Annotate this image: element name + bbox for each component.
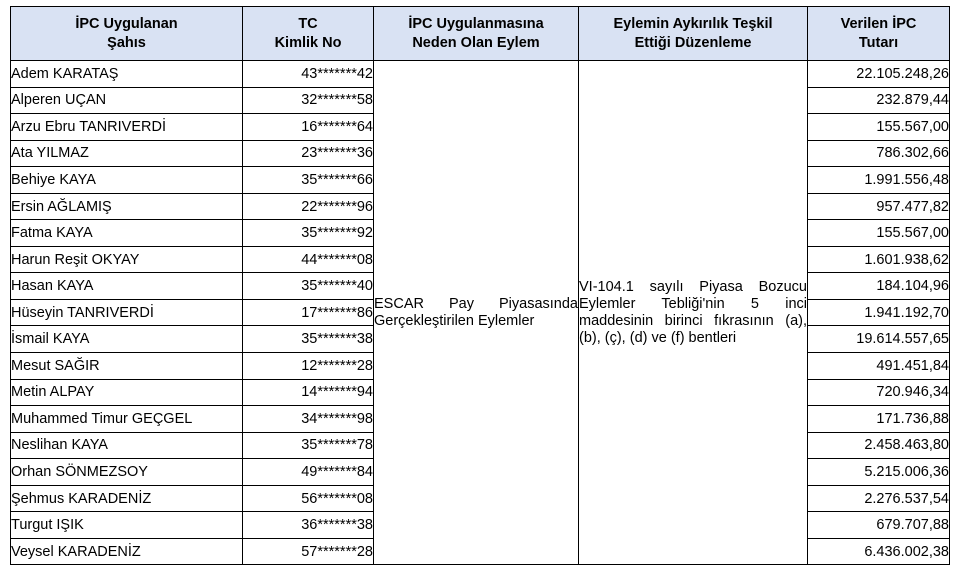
ipc-amount: 786.302,66 [808,140,950,167]
ipc-amount: 6.436.002,38 [808,538,950,565]
person-name: İsmail KAYA [11,326,243,353]
tc-number: 34*******98 [243,406,374,433]
tc-number: 23*******36 [243,140,374,167]
person-name: Muhammed Timur GEÇGEL [11,406,243,433]
person-name: Neslihan KAYA [11,432,243,459]
person-name: Hüseyin TANRIVERDİ [11,299,243,326]
header-amount: Verilen İPC Tutarı [808,7,950,61]
person-name: Metin ALPAY [11,379,243,406]
person-name: Ersin AĞLAMIŞ [11,193,243,220]
table-row [11,61,950,88]
table-header [11,7,950,61]
person-name: Arzu Ebru TANRIVERDİ [11,114,243,141]
ipc-amount: 5.215.006,36 [808,459,950,486]
header-person: İPC Uygulanan Şahıs [11,7,243,61]
tc-number: 35*******38 [243,326,374,353]
person-name: Fatma KAYA [11,220,243,247]
ipc-amount: 720.946,34 [808,379,950,406]
ipc-amount: 957.477,82 [808,193,950,220]
tc-number: 56*******08 [243,485,374,512]
ipc-amount: 2.458.463,80 [808,432,950,459]
person-name: Turgut IŞIK [11,512,243,539]
person-name: Behiye KAYA [11,167,243,194]
ipc-amount: 491.451,84 [808,353,950,380]
tc-number: 35*******66 [243,167,374,194]
tc-number: 35*******92 [243,220,374,247]
person-name: Ata YILMAZ [11,140,243,167]
regulation-text: VI-104.1 sayılı Piyasa Bozucu Eylemler Tebliği'nin 5 inci maddesinin birinci fıkrasının (a), (b), (ç), (d) ve (f) bentleri [579,278,807,346]
ipc-amount: 1.941.192,70 [808,299,950,326]
action-cell [374,61,579,565]
ipc-amount: 171.736,88 [808,406,950,433]
ipc-table [10,6,950,565]
person-name: Şehmus KARADENİZ [11,485,243,512]
tc-number: 35*******78 [243,432,374,459]
ipc-amount: 19.614.557,65 [808,326,950,353]
header-tc: TC Kimlik No [243,7,374,61]
tc-number: 44*******08 [243,246,374,273]
person-name: Harun Reşit OKYAY [11,246,243,273]
header-regulation: Eylemin Aykırılık Teşkil Ettiği Düzenleme [579,7,808,61]
action-text: ESCAR Pay Piyasasında Gerçekleştirilen Eylemler [374,295,578,329]
person-name: Veysel KARADENİZ [11,538,243,565]
header-action: İPC Uygulanmasına Neden Olan Eylem [374,7,579,61]
tc-number: 57*******28 [243,538,374,565]
ipc-amount: 1.601.938,62 [808,246,950,273]
tc-number: 36*******38 [243,512,374,539]
person-name: Hasan KAYA [11,273,243,300]
tc-number: 35*******40 [243,273,374,300]
tc-number: 14*******94 [243,379,374,406]
table-body [11,61,950,565]
ipc-amount: 22.105.248,26 [808,61,950,88]
ipc-amount: 2.276.537,54 [808,485,950,512]
ipc-amount: 155.567,00 [808,114,950,141]
tc-number: 32*******58 [243,87,374,114]
tc-number: 43*******42 [243,61,374,88]
regulation-cell [579,61,808,565]
person-name: Orhan SÖNMEZSOY [11,459,243,486]
tc-number: 16*******64 [243,114,374,141]
tc-number: 49*******84 [243,459,374,486]
header-row [11,7,950,61]
person-name: Mesut SAĞIR [11,353,243,380]
tc-number: 22*******96 [243,193,374,220]
tc-number: 12*******28 [243,353,374,380]
ipc-amount: 155.567,00 [808,220,950,247]
person-name: Alperen UÇAN [11,87,243,114]
ipc-amount: 184.104,96 [808,273,950,300]
tc-number: 17*******86 [243,299,374,326]
ipc-amount: 1.991.556,48 [808,167,950,194]
ipc-amount: 232.879,44 [808,87,950,114]
ipc-amount: 679.707,88 [808,512,950,539]
person-name: Adem KARATAŞ [11,61,243,88]
